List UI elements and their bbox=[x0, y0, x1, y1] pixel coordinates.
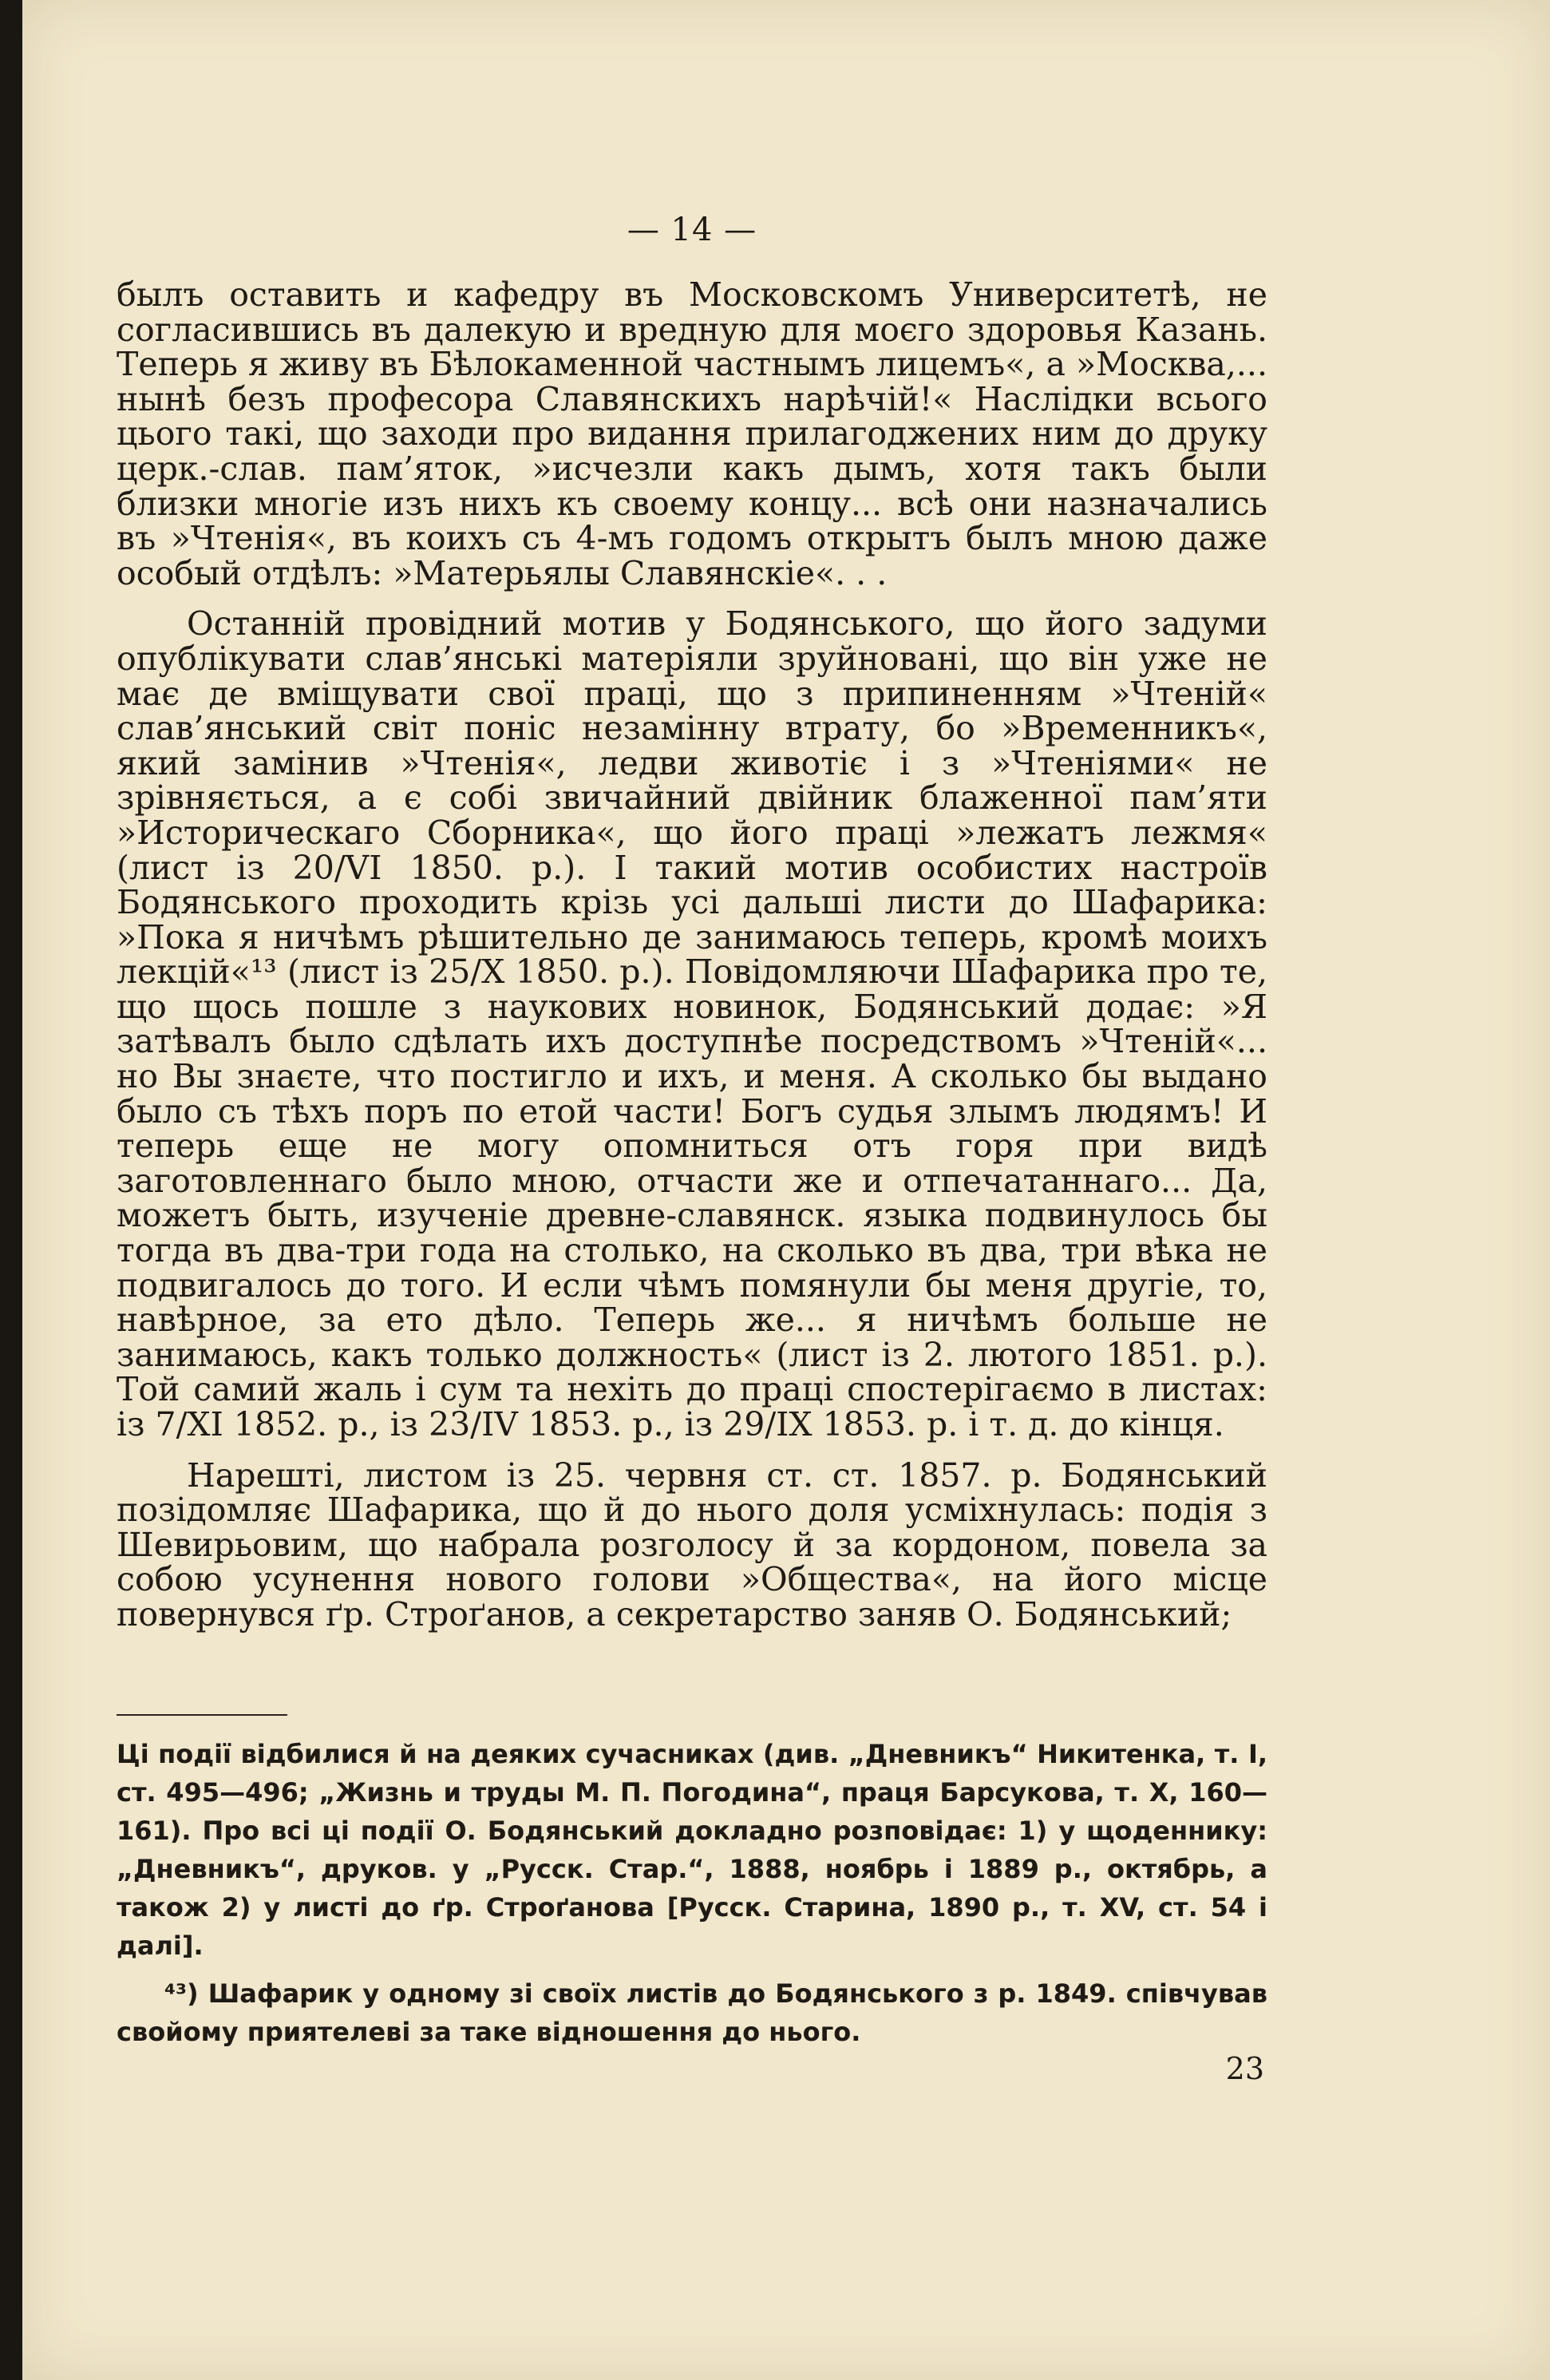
paragraph-2: Останній провідний мотив у Бодянського, що його задуми опублікувати слав’янські матеріяли зруйновані, що він уже не має де вміщувати свої праці, що з припиненням »Чтеній« слав’янський світ поніс незамінну втрату, бо »Временникъ«, який замінив »Чтенія«, ледви животіє і з »Чтеніями« не зрівняється, а є собі звичайний двійник блаженної пам’яти »Историческаго Сборника«, що його праці »лежатъ лежмя« (лист із 20/VI 1850. р.). І такий мотив особистих настроїв Бодянського проходить крізь усі дальші листи до Шафарика: »Пока я ничѣмъ рѣшительно де занимаюсь теперь, кромѣ моихъ лекцій«¹³ (лист із 25/X 1850. р.). Повідомляючи Шафарика про те, що щось пошле з наукових новинок, Бодянський додає: »Я затѣвалъ было сдѣлать ихъ доступнѣе посредствомъ »Чтеній«... но Вы знаєте, что постигло и ихъ, и меня. А сколько бы выдано было съ тѣхъ поръ по етой части! Богъ судья злымъ людямъ! И теперь еще не могу опомниться отъ горя при видѣ заготовленнаго было мною, отчасти же и отпечатаннаго... Да, можетъ быть, изученіе древне-славянск. языка подвинулось бы тогда въ два-три года на столько, на сколько въ два, три вѣка не подвигалось до того. И если чѣмъ помянули бы меня другіе, то, навѣрное, за ето дѣло. Теперь же... я ничѣмъ больше не занимаюсь, какъ только должность« (лист із 2. лютого 1851. р.). Той самий жаль і сум та нехіть до праці спостерігаємо в листах: із 7/XI 1852. р., із 23/IV 1853. р., із 29/IX 1853. р. і т. д. до кінця. bbox=[117, 604, 1267, 1443]
footnotes bbox=[117, 1735, 1267, 2061]
footnote-43: ⁴³) Шафарик у одному зі своїх листів до Бодянського з р. 1849. співчував свойому приятелеві за таке відношення до нього. bbox=[117, 1978, 1267, 2047]
main-text bbox=[117, 275, 1267, 1649]
document-page bbox=[22, 0, 1550, 2380]
footnote-divider bbox=[117, 1714, 287, 1716]
paragraph-3: Нарешті, листом із 25. червня ст. ст. 1857. р. Бодянський позідомляє Шафарика, що й до нього доля усміхнулась: подія з Шевирьовим, що набрала розголосу й за кордоном, повела за собою усунення нового голови »Общества«, на його місце повернувся ґр. Строґанов, а секретарство заняв О. Бодянський; bbox=[117, 1455, 1267, 1634]
bottom-page-number: 23 bbox=[1225, 2051, 1264, 2086]
footnote-1: Ці події відбилися й на деяких сучасниках (див. „Дневникъ“ Никитенка, т. І, ст. 495—496; „Жизнь и труды М. П. Погодина“, праця Барсукова, т. X, 160—161). Про всі ці події О. Бодянський докладно розповідає: 1) у щоденнику: „Дневникъ“, друков. у „Русск. Стар.“, 1888, ноябрь і 1889 р., октябрь, а також 2) у листі до ґр. Строґанова [Русск. Старина, 1890 р., т. XV, ст. 54 і далі]. bbox=[117, 1739, 1267, 1961]
paragraph-1: былъ оставить и кафедру въ Московскомъ Университетѣ, не согласившись въ далекую и вредную для моєго здоровья Казань. Теперь я живу въ Бѣлокаменной частнымъ лицемъ«, а »Москва,... нынѣ безъ професора Славянскихъ нарѣчій!« Наслідки всього цього такі, що заходи про видання прилагоджених ним до друку церк.-слав. пам’яток, »исчезли какъ дымъ, хотя такъ были близки многіе изъ нихъ къ своему концу... всѣ они назначались въ »Чтенія«, въ коихъ съ 4-мъ годомъ открытъ былъ мною даже особый отдѣлъ: »Матерьялы Славянскіе«. . . bbox=[117, 275, 1267, 592]
top-page-number: — 14 — bbox=[627, 212, 757, 248]
